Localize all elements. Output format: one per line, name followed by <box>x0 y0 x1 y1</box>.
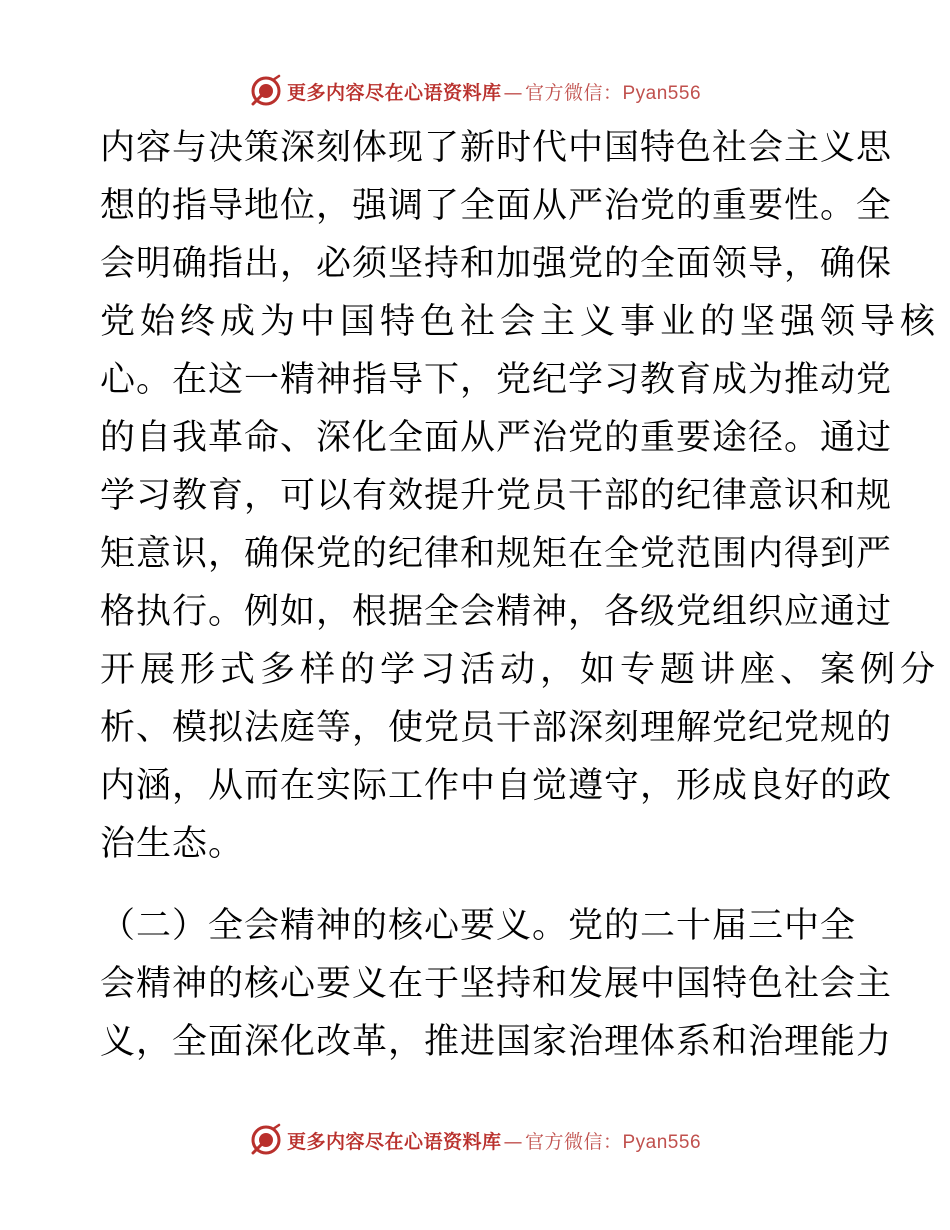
text-line: 义，全面深化改革，推进国家治理体系和治理能力 <box>100 1022 893 1062</box>
text-line: 格执行。例如，根据全会精神，各级党组织应通过 <box>100 592 893 632</box>
text-line: 党始终成为中国特色社会主义事业的坚强领导核 <box>100 302 941 342</box>
watermark-dash: — <box>503 81 523 104</box>
watermark-handle: Pyan556 <box>622 1131 702 1153</box>
quill-logo-icon <box>249 74 283 108</box>
document-body <box>100 119 941 1071</box>
text-line: 治生态。 <box>100 824 245 864</box>
header-watermark-banner <box>0 71 950 111</box>
text-line: 学习教育，可以有效提升党员干部的纪律意识和规 <box>100 476 893 516</box>
text-line: 会明确指出，必须坚持和加强党的全面领导，确保 <box>100 244 893 284</box>
watermark-text <box>287 1127 701 1154</box>
quill-logo-icon <box>249 1123 283 1157</box>
text-line: 析、模拟法庭等，使党员干部深刻理解党纪党规的 <box>100 708 893 748</box>
text-line: 内容与决策深刻体现了新时代中国特色社会主义思 <box>100 128 893 168</box>
text-line: 会精神的核心要义在于坚持和发展中国特色社会主 <box>100 964 893 1004</box>
section-heading-line: （二）全会精神的核心要义。党的二十届三中全 <box>100 906 857 946</box>
text-line: 矩意识，确保党的纪律和规矩在全党范围内得到严 <box>100 534 893 574</box>
text-line: 心。在这一精神指导下，党纪学习教育成为推动党 <box>100 360 893 400</box>
watermark-text <box>287 78 701 105</box>
watermark-wechat-label: 官方微信： <box>524 1130 623 1153</box>
watermark-wechat-label: 官方微信： <box>524 81 623 104</box>
watermark-dash: — <box>503 1130 523 1153</box>
text-line: 的自我革命、深化全面从严治党的重要途径。通过 <box>100 418 893 458</box>
text-line: 开展形式多样的学习活动，如专题讲座、案例分 <box>100 650 941 690</box>
watermark-lead: 更多内容尽在心语资料库 <box>286 1130 502 1153</box>
text-line: 内涵，从而在实际工作中自觉遵守，形成良好的政 <box>100 766 893 806</box>
text-line: 想的指导地位，强调了全面从严治党的重要性。全 <box>100 186 893 226</box>
footer-watermark-banner <box>0 1120 950 1160</box>
watermark-lead: 更多内容尽在心语资料库 <box>286 81 502 104</box>
watermark-handle: Pyan556 <box>622 82 702 104</box>
